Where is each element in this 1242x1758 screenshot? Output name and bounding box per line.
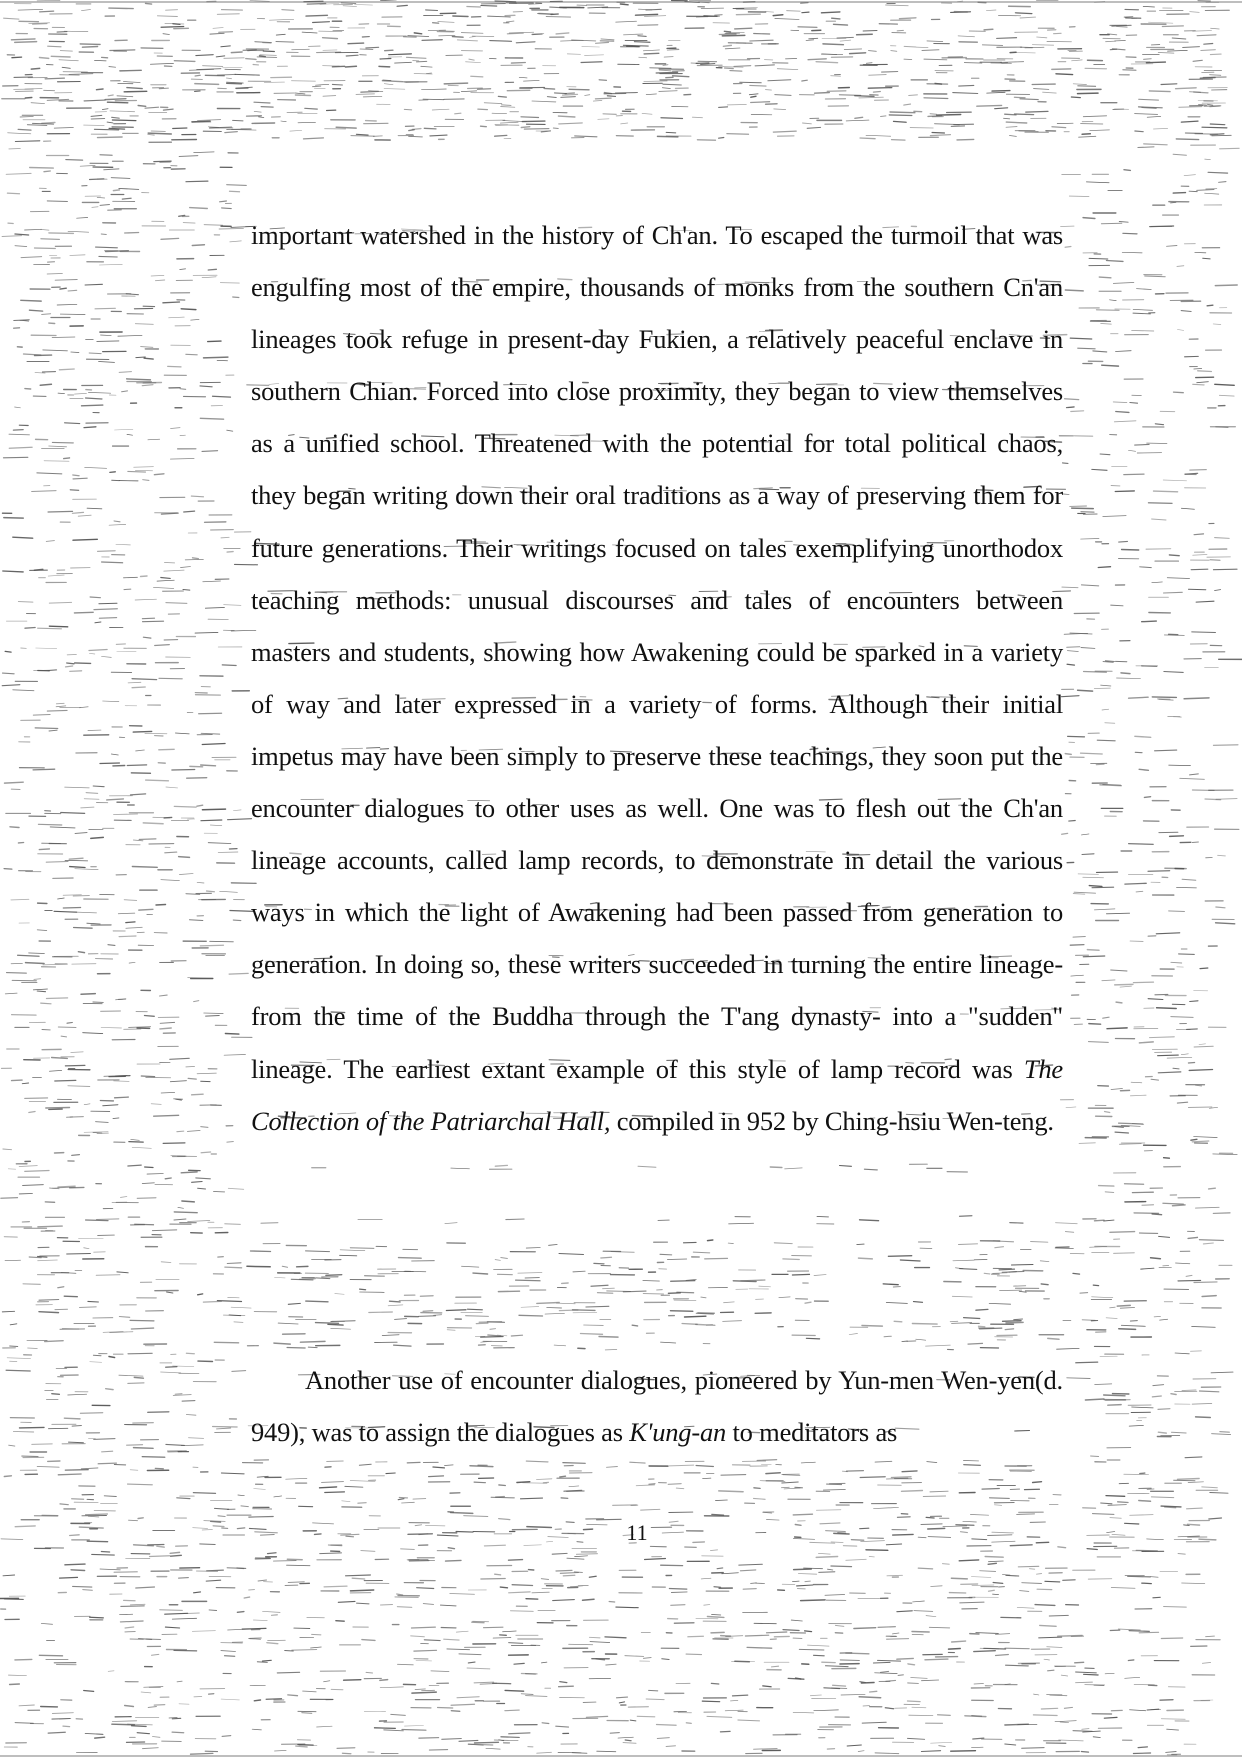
italic-term: K'ung-an [629, 1417, 727, 1448]
book-title: The Collection of the Patriarchal Hall, [251, 1053, 1063, 1136]
body-paragraph [251, 209, 1063, 1147]
paragraph-text: Another use of encounter dialogues, pioneered by Yun-men Wen-yen(d. 949), was to assign the dialogues as [251, 1365, 1063, 1448]
paragraph-text-end: to meditators as [726, 1417, 898, 1448]
paragraph-text: important watershed in the history of Ch'an. To escaped the turmoil that was engulfing most of the empire, thousands of monks from the southern Cn'an lineages took refuge in present-day Fukien, a relatively peaceful enclave in southern Chian. Forced into close proximity, they began to view themselves as a unified school. Threatened with the potential for total political chaos, they began writing down their oral traditions as a way of preserving them for future generations. Their writings focused on tales exemplifying unorthodox teaching methods: unusual discourses and tales of encounters between masters and students, showing how Awakening could be sparked in a variety of way and later expressed in a variety of forms. Although their initial impetus may have been simply to preserve these teachings, they soon put the encounter dialogues to other uses as well. One was to flesh out the Ch'an lineage accounts, called lamp records, to demonstrate in detail the various ways in which the light of Awakening had been passed from generation to generation. In doing so, these writers succeeded in turning the entire lineage-from the time of the Buddha through the T'ang dynasty- into a "sudden" lineage. The earliest extant example of this style of lamp record was [251, 220, 1063, 1084]
body-paragraph [251, 1354, 1063, 1458]
paragraph-text-end: compiled in 952 by Ching-hsiu Wen-teng. [610, 1105, 1054, 1136]
page-number: 11 [626, 1520, 648, 1545]
